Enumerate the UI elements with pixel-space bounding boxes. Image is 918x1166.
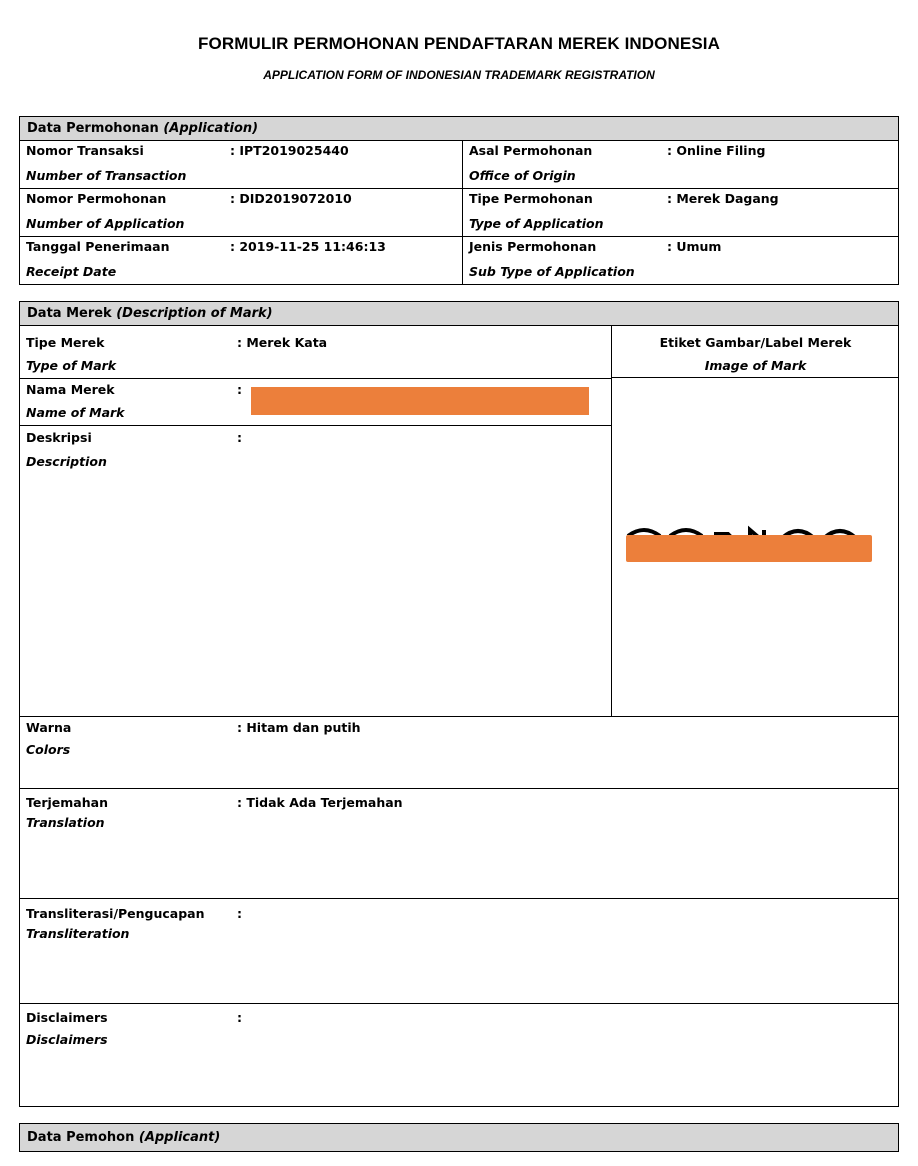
disclaimers-sublabel: Disclaimers	[26, 1032, 108, 1047]
mark-row-divider	[19, 898, 899, 899]
receipt-date-value: : 2019-11-25 11:46:13	[230, 239, 386, 254]
mark-image-header-divider	[611, 377, 899, 378]
description-sublabel: Description	[26, 454, 107, 469]
office-of-origin-value: : Online Filing	[667, 143, 766, 158]
mark-type-sublabel: Type of Mark	[26, 358, 117, 373]
office-of-origin-sublabel: Office of Origin	[469, 168, 576, 183]
transaction-number-value: : IPT2019025440	[230, 143, 349, 158]
description-colon: :	[237, 430, 242, 445]
transaction-number-sublabel: Number of Transaction	[26, 168, 187, 183]
application-row-divider	[19, 188, 899, 189]
colors-label: Warna	[26, 720, 72, 735]
mark-image-svg	[624, 518, 874, 566]
disclaimers-colon: :	[237, 1010, 242, 1025]
mark-row-divider	[19, 425, 611, 426]
mark-section-label-en: (Description of Mark)	[116, 306, 273, 321]
application-number-label: Nomor Permohonan	[26, 191, 167, 206]
applicant-section-label: Data Pemohon	[27, 1130, 139, 1145]
application-section-label: Data Permohonan	[27, 121, 164, 136]
colors-sublabel: Colors	[26, 742, 71, 757]
mark-name-label: Nama Merek	[26, 382, 115, 397]
application-number-value: : DID2019072010	[230, 191, 352, 206]
mark-section-header	[19, 301, 899, 326]
disclaimers-label: Disclaimers	[26, 1010, 108, 1025]
application-type-label: Tipe Permohonan	[469, 191, 593, 206]
sub-type-value: : Umum	[667, 239, 722, 254]
form-title: FORMULIR PERMOHONAN PENDAFTARAN MEREK INDONESIA	[198, 34, 720, 53]
transliteration-sublabel: Transliteration	[26, 926, 130, 941]
mark-name-sublabel: Name of Mark	[26, 405, 125, 420]
translation-label: Terjemahan	[26, 795, 108, 810]
mark-image-label: Etiket Gambar/Label Merek	[659, 335, 852, 350]
applicant-section-label-en: (Applicant)	[138, 1130, 221, 1145]
transliteration-colon: :	[237, 906, 242, 921]
mark-image-divider	[611, 325, 612, 716]
application-number-sublabel: Number of Application	[26, 216, 185, 231]
office-of-origin-label: Asal Permohonan	[469, 143, 593, 158]
mark-section-label: Data Merek	[27, 306, 117, 321]
colors-value: : Hitam dan putih	[237, 720, 361, 735]
application-section-header	[19, 116, 899, 141]
mark-image	[624, 518, 874, 566]
mark-image-sublabel: Image of Mark	[704, 358, 807, 373]
mark-type-label: Tipe Merek	[26, 335, 105, 350]
applicant-section-header	[19, 1123, 899, 1152]
transliteration-label: Transliterasi/Pengucapan	[26, 906, 205, 921]
translation-sublabel: Translation	[26, 815, 105, 830]
mark-row-divider	[19, 378, 611, 379]
application-section-label-en: (Application)	[163, 121, 259, 136]
mark-row-divider	[19, 1003, 899, 1004]
application-table	[19, 140, 899, 285]
application-row-divider	[19, 236, 899, 237]
sub-type-sublabel: Sub Type of Application	[469, 264, 635, 279]
transaction-number-label: Nomor Transaksi	[26, 143, 144, 158]
receipt-date-sublabel: Receipt Date	[26, 264, 117, 279]
application-type-sublabel: Type of Application	[469, 216, 604, 231]
application-divider	[462, 140, 463, 285]
mark-row-divider	[19, 788, 899, 789]
application-type-value: : Merek Dagang	[667, 191, 779, 206]
description-label: Deskripsi	[26, 430, 92, 445]
sub-type-label: Jenis Permohonan	[469, 239, 597, 254]
mark-name-colon: :	[237, 382, 242, 397]
translation-value: : Tidak Ada Terjemahan	[237, 795, 403, 810]
mark-type-value: : Merek Kata	[237, 335, 328, 350]
form-subtitle: APPLICATION FORM OF INDONESIAN TRADEMARK REGISTRATION	[263, 68, 655, 82]
receipt-date-label: Tanggal Penerimaan	[26, 239, 170, 254]
redaction-bar	[251, 387, 589, 415]
mark-image-redaction	[626, 535, 872, 562]
mark-row-divider	[19, 716, 899, 717]
